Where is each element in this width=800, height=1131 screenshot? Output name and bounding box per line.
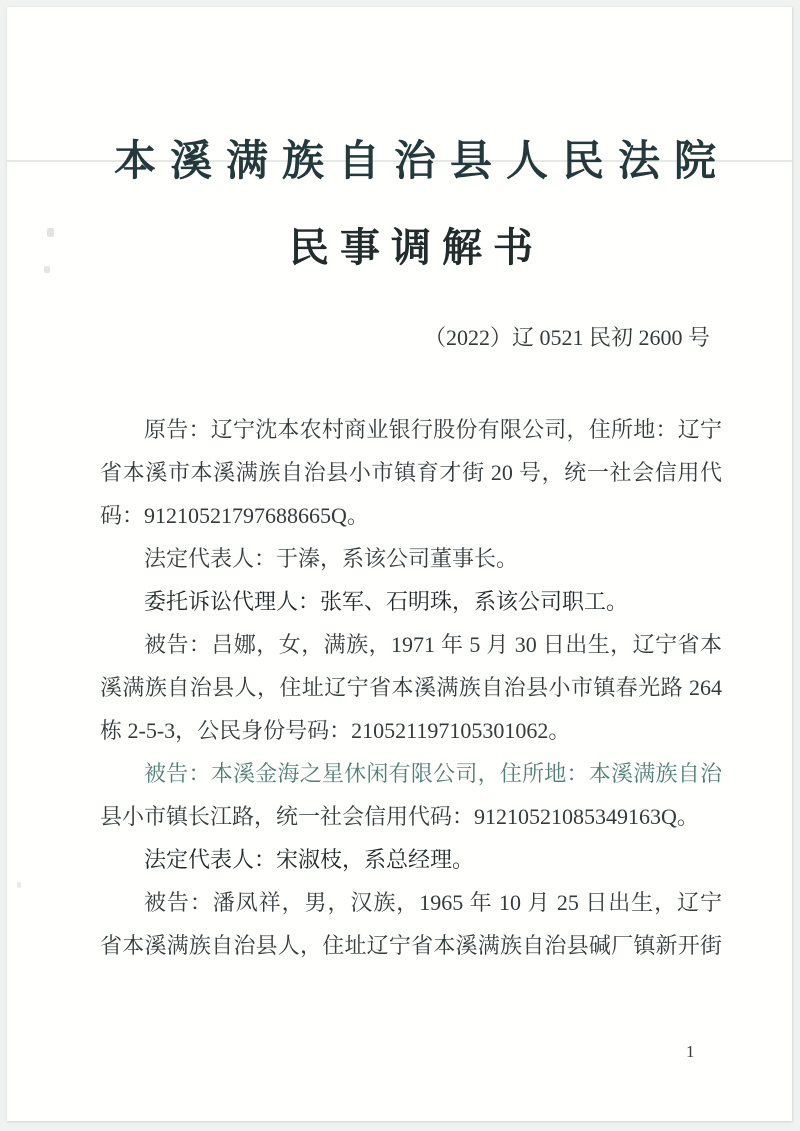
scan-artifact-speck bbox=[44, 266, 50, 273]
paragraph-line: 栋 2-5-3，公民身份号码：210521197105301062。 bbox=[100, 718, 571, 743]
paragraph-line: 县小市镇长江路，统一社会信用代码：91210521085349163Q。 bbox=[100, 804, 699, 829]
court-name: 本溪满族自治县人民法院 bbox=[114, 139, 731, 185]
page-number: 1 bbox=[686, 1042, 695, 1061]
paragraph-line: 委托诉讼代理人：张军、石明珠，系该公司职工。 bbox=[144, 589, 629, 614]
paragraph-line: 溪满族自治县人，住址辽宁省本溪满族自治县小市镇春光路 264 bbox=[100, 675, 722, 700]
document-body bbox=[100, 408, 722, 967]
scan-artifact-speck bbox=[47, 228, 54, 237]
paragraph-line: 被告：本溪金海之星休闲有限公司，住所地：本溪满族自治 bbox=[144, 761, 722, 786]
paragraph-line: 码：91210521797688665Q。 bbox=[100, 503, 369, 528]
paragraph-line: 省本溪满族自治县人，住址辽宁省本溪满族自治县碱厂镇新开街 bbox=[100, 933, 722, 958]
document-title: 民事调解书 bbox=[289, 225, 544, 270]
case-number: （2022）辽 0521 民初 2600 号 bbox=[423, 325, 710, 350]
paragraph-line: 法定代表人：于溱，系该公司董事长。 bbox=[144, 546, 519, 571]
paragraph-line: 被告：吕娜，女，满族，1971 年 5 月 30 日出生，辽宁省本 bbox=[144, 632, 722, 657]
paragraph-line: 省本溪市本溪满族自治县小市镇育才街 20 号，统一社会信用代 bbox=[100, 460, 722, 485]
paragraph-line: 被告：潘凤祥，男，汉族，1965 年 10 月 25 日出生，辽宁 bbox=[144, 890, 722, 915]
paragraph-line: 原告：辽宁沈本农村商业银行股份有限公司，住所地：辽宁 bbox=[144, 417, 722, 442]
scan-artifact-speck bbox=[17, 882, 21, 888]
document-page bbox=[7, 7, 792, 1121]
paragraph-line: 法定代表人：宋淑枝，系总经理。 bbox=[144, 847, 475, 872]
document-content bbox=[100, 7, 731, 967]
